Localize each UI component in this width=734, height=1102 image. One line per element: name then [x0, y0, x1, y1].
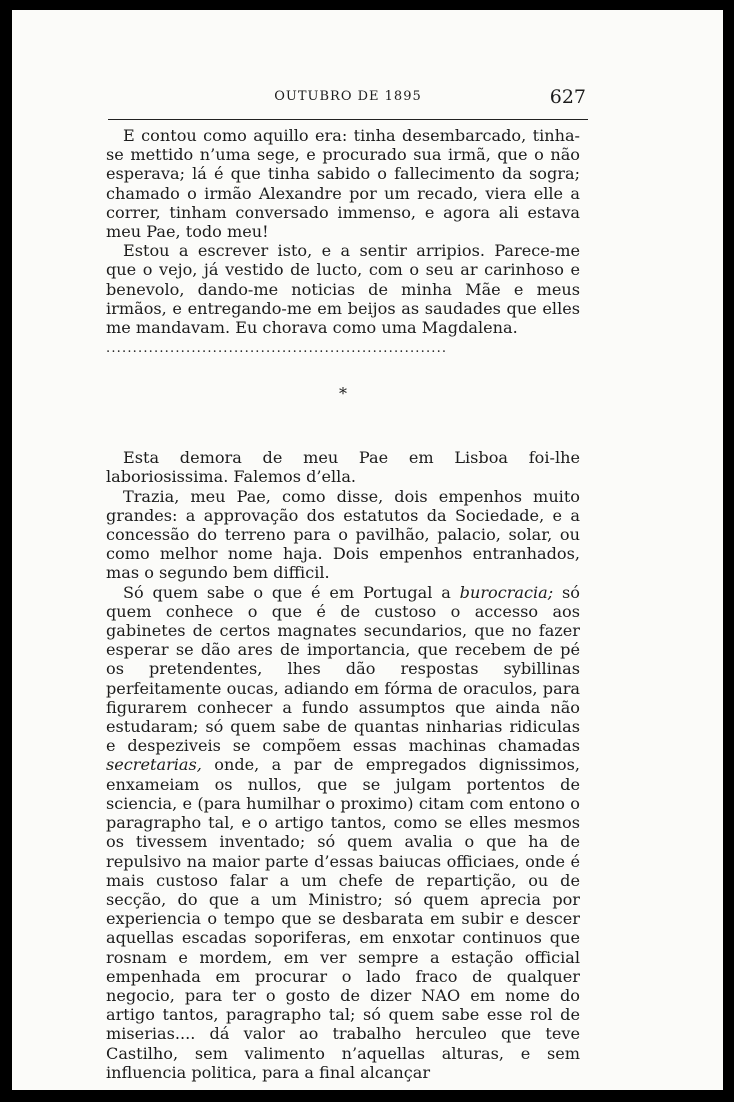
- italic-term-burocracia: burocracia;: [459, 582, 554, 602]
- section-gap: [106, 404, 580, 448]
- page-number: 627: [549, 86, 586, 108]
- paragraph: E contou como aquillo era: tinha desembarcado, tinha-se mettido n’uma sege, e procurado sua irmã, que o não esperava; lá é que tinha sabido o fallecimento da sogra; chamado o irmão Alexandre por um recado, viera elle a correr, tinham conversado immenso, e agora ali estava meu Pae, todo meu!: [106, 126, 580, 242]
- text-run: onde, a par de empregados dignissimos, enxameiam os nullos, que se julgam portentos de sciencia, e (para humilhar o proximo) citam com entono o paragrapho tal, e o artigo tantos, como se elles mesmos os tivessem inventado; só quem avalia o que ha de repulsivo na maior parte d’essas baiucas officiaes, onde é mais custoso falar a um chefe de repartição, ou de secção, do que a um Ministro; só quem aprecia por experiencia o tempo que se desbarata em subir e descer aquellas escadas soporiferas, em enxotar continuos que rosnam e mordem, em ver sempre a estação official empenhada em procurar o lado fraco de qualquer negocio, para ter o gosto de dizer NAO em nome do artigo tantos, paragrapho tal; só quem sabe esse rol de miserias.... dá valor ao trabalho herculeo que teve Castilho, sem valimento n’aquellas alturas, e sem influencia politica, para a final alcançar: [106, 755, 580, 1082]
- italic-term-secretarias: secretarias,: [106, 755, 202, 775]
- paragraph: [106, 583, 580, 1082]
- paragraph: Trazia, meu Pae, como disse, dois empenhos muito grandes: a approvação dos estatutos da Sociedade, e a concessão do terreno para o pavilhão, palacio, solar, ou como melhor nome haja. Dois empenhos entranhados, mas o segundo bem difficil.: [106, 486, 580, 583]
- text-run: Só quem sabe o que é em Portugal a: [123, 582, 460, 602]
- dotted-separator: ................................................................: [106, 341, 448, 357]
- running-title: OUTUBRO DE 1895: [274, 89, 422, 104]
- page-header: [108, 86, 588, 120]
- text-run: só quem conhece o que é de custoso o accesso aos gabinetes de certos magnates secundarios, que no fazer esperar se dão ares de importancia, que recebem de pé os pretendentes, lhes dão respostas sybillinas perfeitamente oucas, adiando em fórma de oraculos, para figurarem conhecer a fundo assumptos que ainda não estudaram; só quem sabe de quantas ninharias ridiculas e despeziveis se compõem essas machinas chamadas: [106, 582, 580, 756]
- page-body: [106, 126, 580, 1082]
- paragraph: Esta demora de meu Pae em Lisboa foi-lhe laboriosissima. Falemos d’ella.: [106, 448, 580, 487]
- paragraph: Estou a escrever isto, e a sentir arripios. Parece-me que o vejo, já vestido de lucto, com o seu ar carinhoso e benevolo, dando-me noticias de minha Mãe e meus irmãos, e entregando-me em beijos as saudades que elles me mandavam. Eu chorava como uma Magdalena.: [106, 241, 580, 338]
- section-asterisk: *: [339, 384, 347, 404]
- book-page: [12, 10, 723, 1090]
